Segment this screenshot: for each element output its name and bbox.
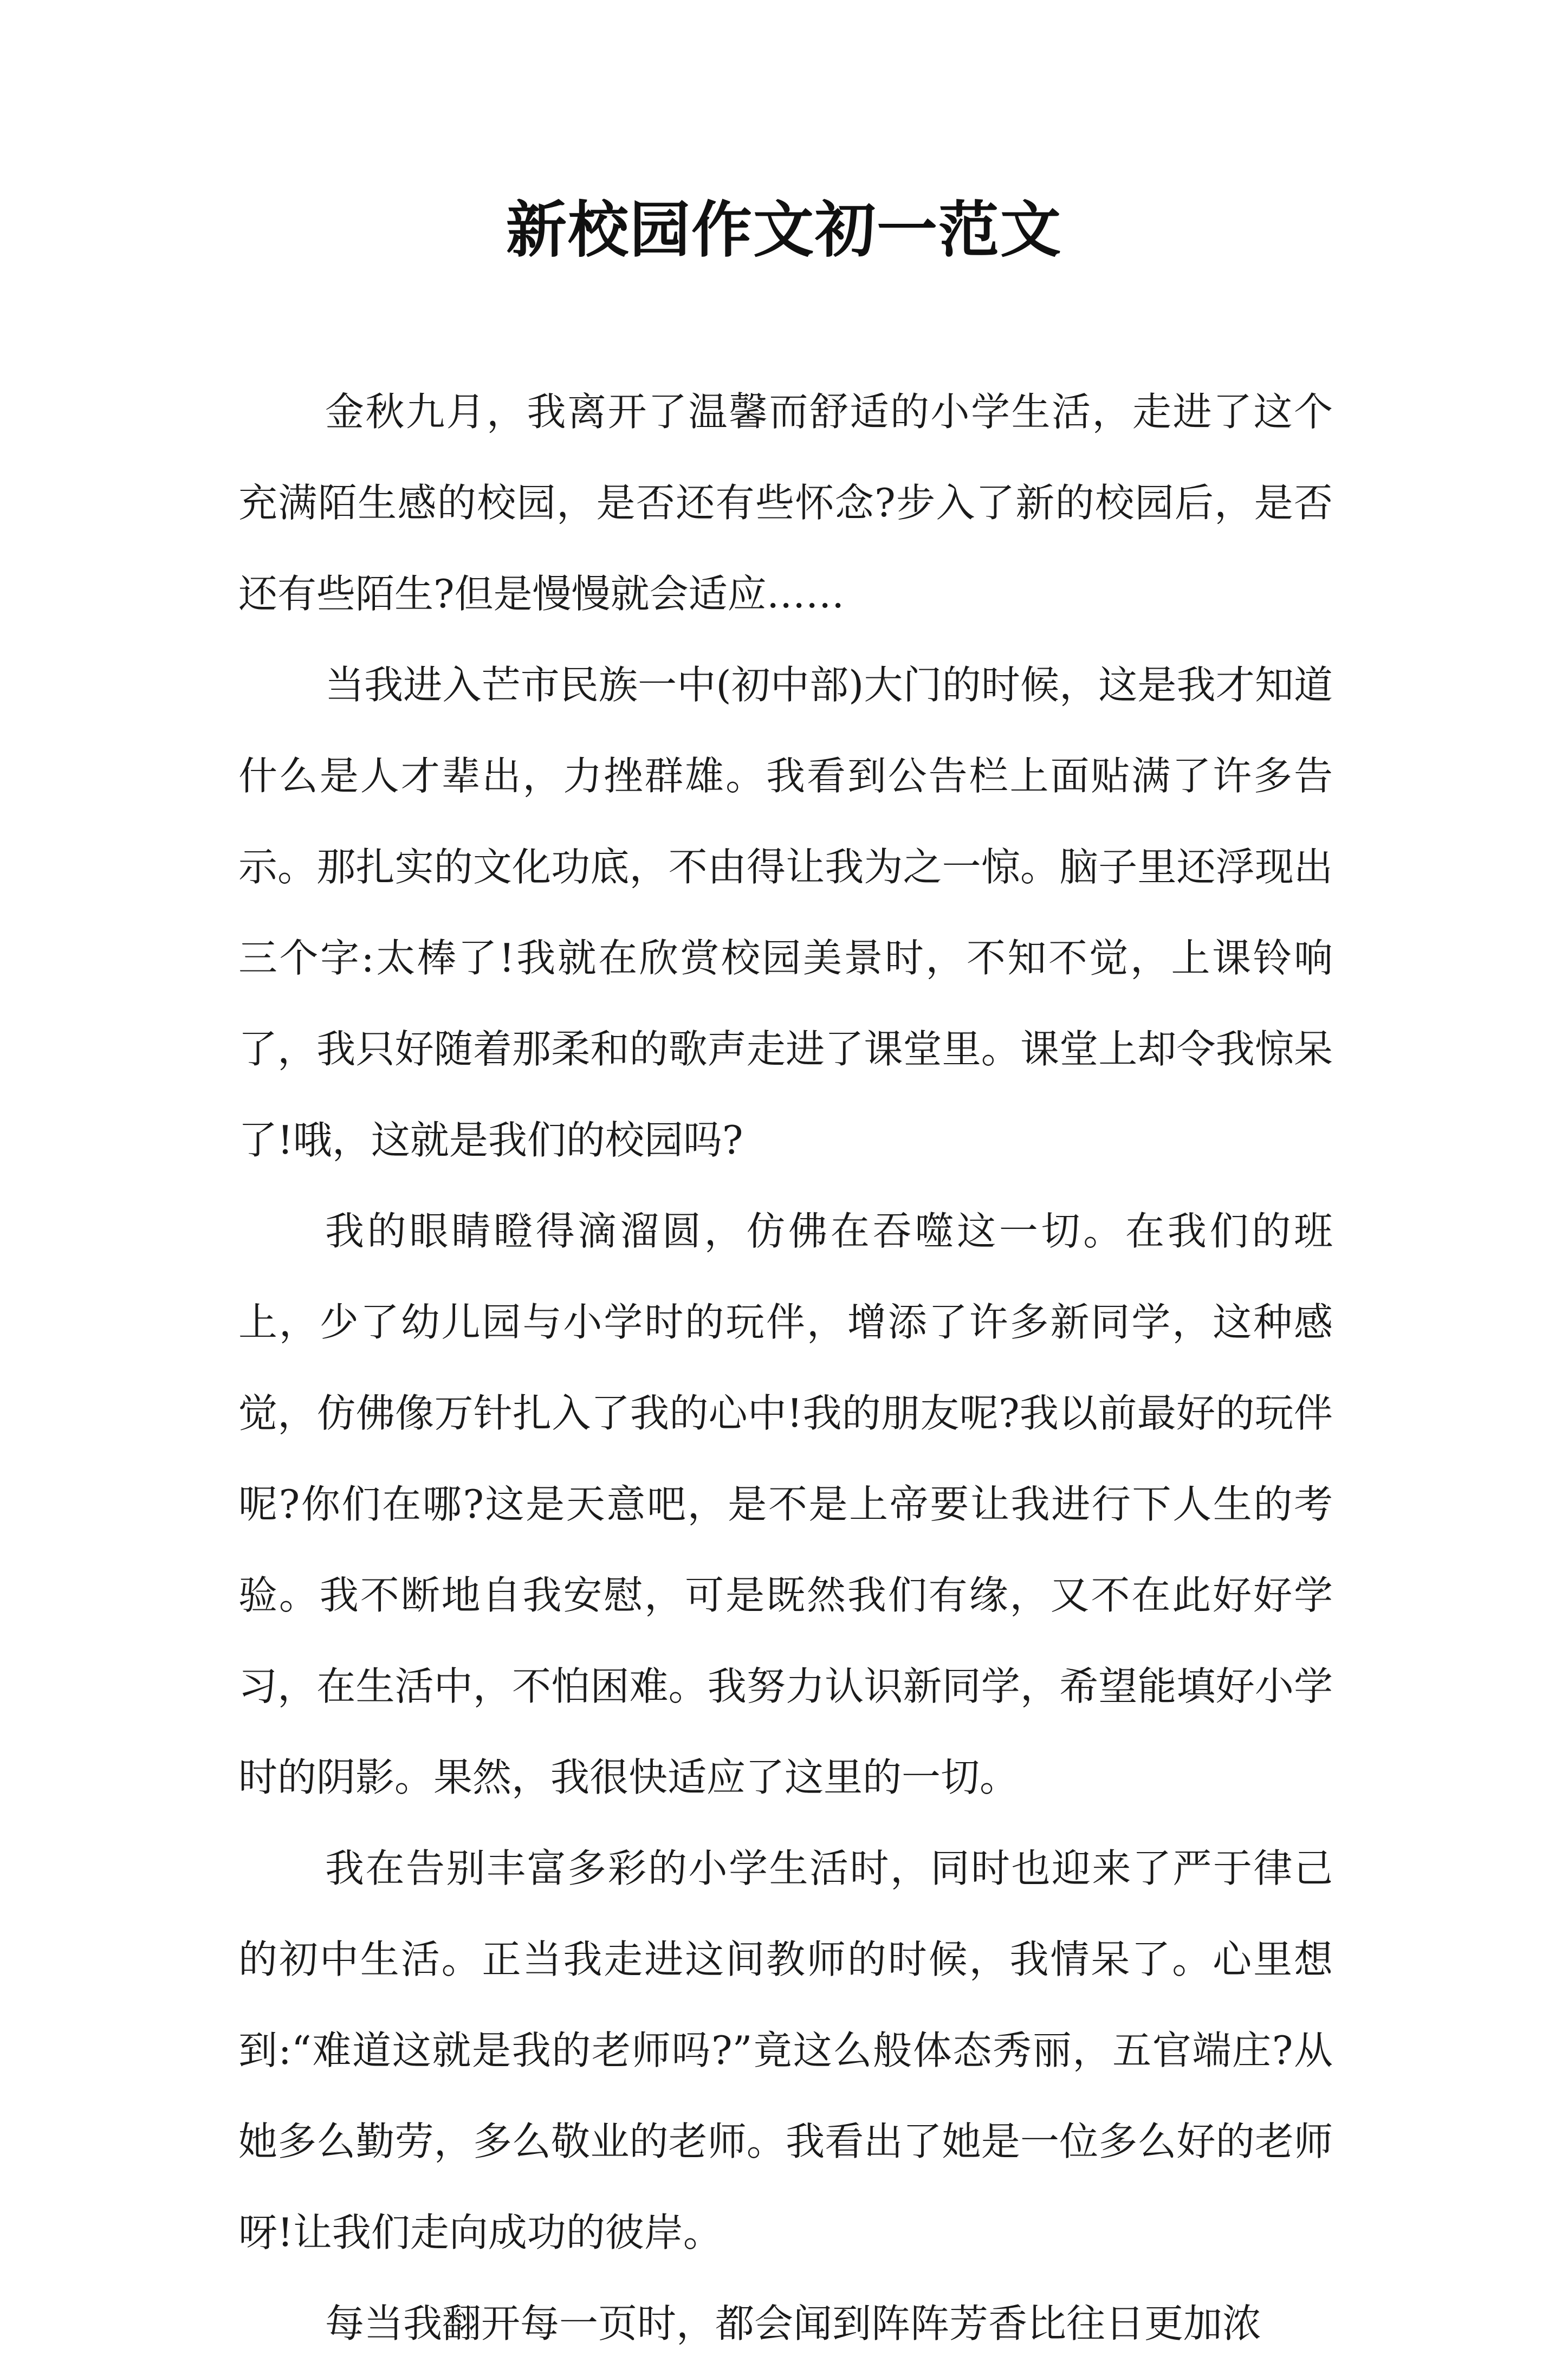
paragraph: 当我进入芒市民族一中(初中部)大门的时候，这是我才知道什么是人才辈出，力挫群雄。我看到公告栏上面贴满了许多告示。那扎实的文化功底，不由得让我为之一惊。脑子里还浮现出三个字:太棒了!我就在欣赏校园美景时，不知不觉，上课铃响了，我只好随着那柔和的歌声走进了课堂里。课堂上却令我惊呆了!哦，这就是我们的校园吗? [238,662,1333,1163]
paragraph: 每当我翻开每一页时，都会闻到阵阵芳香比往日更加浓 [325,2301,1262,2346]
paragraph: 我的眼睛瞪得滴溜圆，仿佛在吞噬这一切。在我们的班上，少了幼儿园与小学时的玩伴，增添了许多新同学，这种感觉，仿佛像万针扎入了我的心中!我的朋友呢?我以前最好的玩伴呢?你们在哪?这是天意吧，是不是上帝要让我进行下人生的考验。我不断地自我安慰，可是既然我们有缘，又不在此好好学习，在生活中，不怕困难。我努力认识新同学，希望能填好小学时的阴影。果然，我很快适应了这里的一切。 [238,1208,1333,1800]
paragraph: 我在告别丰富多彩的小学生活时，同时也迎来了严于律己的初中生活。正当我走进这间教师的时候，我情呆了。心里想到:“难道这就是我的老师吗?”竟这么般体态秀丽，五官端庄?从她多么勤劳，多么敬业的老师。我看出了她是一位多么好的老师呀!让我们走向成功的彼岸。 [238,1846,1333,2255]
paragraph: 金秋九月，我离开了温馨而舒适的小学生活，走进了这个充满陌生感的校园，是否还有些怀念?步入了新的校园后，是否还有些陌生?但是慢慢就会适应…… [238,389,1333,617]
document-title: 新校园作文初一范文 [506,195,1062,266]
document-body [238,366,1333,2369]
